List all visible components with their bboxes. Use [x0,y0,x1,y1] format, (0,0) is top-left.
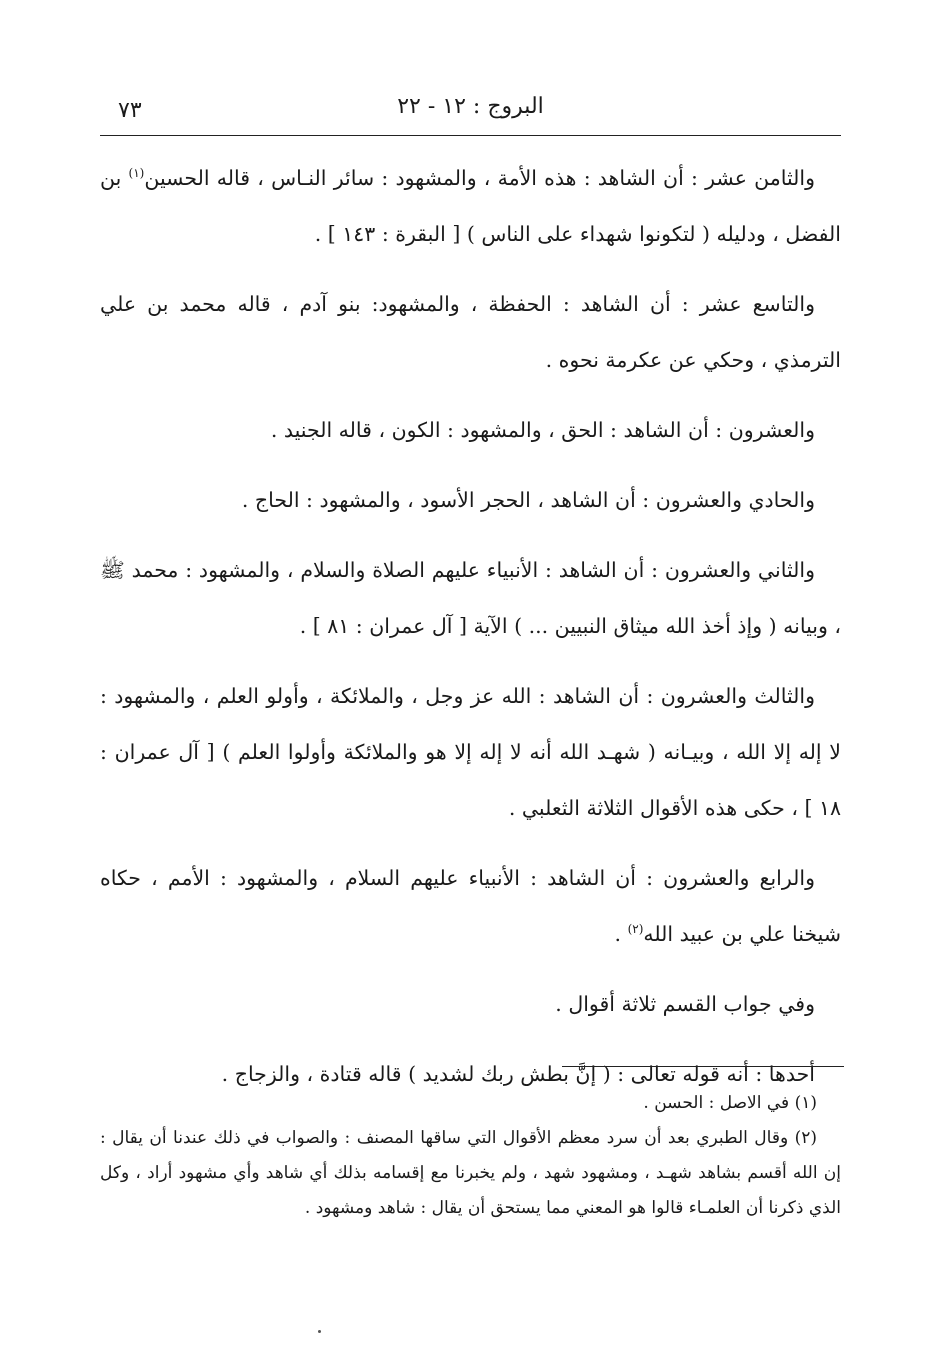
paragraph-text-continued: بن الفضل ، ودليله ( لتكونوا شهداء على الناس ) [ البقرة : ١٤٣ ] . [100,166,841,246]
footnote [100,1121,841,1226]
main-text [100,150,841,1116]
paragraph-text: والثامن عشر : أن الشاهد : هذه الأمة ، والمشهود : سائر النـاس ، قاله الحسين [144,166,815,190]
paragraph-text: والثاني والعشرون : أن الشاهد : الأنبياء عليهم الصلاة والسلام ، والمشهود : محمد ﷺ ، وبيانه ( وإذ أخذ الله ميثاق النبيين ... ) الآية [ آل عمران : ٨١ ] . [100,558,841,638]
footnote-rule [562,1066,844,1067]
paragraph [100,472,841,528]
paragraph-text: والتاسع عشر : أن الشاهد : الحفظة ، والمشهود: بنو آدم ، قاله محمد بن علي الترمذي ، وحكي عن عكرمة نحوه . [100,292,841,372]
header-rule [100,135,841,136]
paragraph-text-continued: . [614,922,628,946]
footnote-number: (١) [794,1093,817,1113]
footnote-number: (٢) [794,1128,817,1148]
footnote-marker: (١) [128,166,145,181]
paragraph-text: وفي جواب القسم ثلاثة أقوال . [555,992,815,1016]
scan-speck [318,1330,321,1333]
paragraph [100,276,841,388]
paragraph [100,668,841,836]
paragraph [100,402,841,458]
paragraph-text: والثالث والعشرون : أن الشاهد : الله عز وجل ، والملائكة ، وأولو العلم ، والمشهود : لا إله إلا الله ، وبيـانه ( شهـد الله أنه لا إله إلا هو والملائكة وأولوا العلم ) [ آل عمران : ١٨ ] ، حكى هذه الأقوال الثلاثة الثعلبي . [100,684,841,820]
footnote [100,1086,841,1121]
paragraph [100,150,841,262]
paragraph-text: والرابع والعشرون : أن الشاهد : الأنبياء عليهم السلام ، والمشهود : الأمم ، حكاه شيخنا علي بن عبيد الله [100,866,841,946]
paragraph [100,976,841,1032]
paragraph-text: أحدها : أنه قوله تعالى : ( إنَّ بطش ربك لشديد ) قاله قتادة ، والزجاج . [221,1062,815,1086]
page-number: ٧٣ [118,98,142,123]
paragraph [100,542,841,654]
running-title: البروج : ١٢ - ٢٢ [397,94,544,119]
page-header [100,84,841,128]
footnote-marker: (٢) [627,922,644,937]
footnote-text: في الاصل : الحسن . [643,1093,795,1113]
paragraph-text: والحادي والعشرون : أن الشاهد ، الحجر الأسود ، والمشهود : الحاج . [241,488,815,512]
paragraph [100,850,841,962]
paragraph-text: والعشرون : أن الشاهد : الحق ، والمشهود : الكون ، قاله الجنيد . [270,418,815,442]
footnotes [100,1086,841,1226]
footnote-text: وقال الطبري بعد أن سرد معظم الأقوال التي ساقها المصنف : والصواب في ذلك عندنا أن يقال : إن الله أقسم بشاهد شهـد ، ومشهود شهد ، ولم يخبرنا مع إقسامه بذلك أي شاهد وأي مشهود أراد ، وكل الذي ذكرنا أن العلمـاء قالوا هو المعني مما يستحق أن يقال : شاهد ومشهود . [100,1128,841,1218]
